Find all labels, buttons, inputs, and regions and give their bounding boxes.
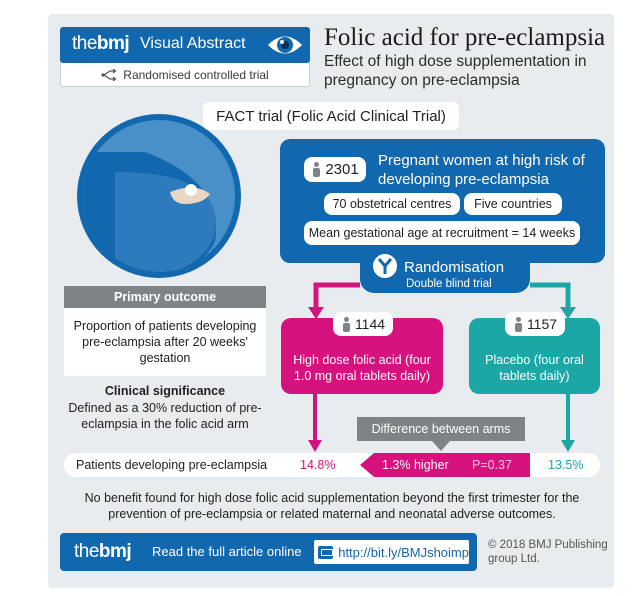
trial-name: FACT trial (Folic Acid Clinical Trial) [203, 102, 459, 130]
primary-outcome-text: Proportion of patients developing pre-eclampsia after 20 weeks' gestation [64, 308, 266, 376]
centres-pill: 70 obstetrical centres [324, 193, 460, 215]
high-dose-result: 14.8% [300, 458, 336, 472]
placebo-count-badge [505, 312, 565, 336]
person-icon [341, 317, 351, 332]
placebo-arm [469, 318, 600, 394]
difference-pointer [432, 441, 450, 451]
person-icon [513, 317, 523, 332]
randomisation-icon [370, 251, 400, 281]
population-description: Pregnant women at high risk of developing pre-eclampsia [378, 152, 585, 188]
clinical-significance-heading: Clinical significance [104, 384, 226, 398]
visual-abstract-label: Visual Abstract [140, 35, 246, 52]
high-dose-count-badge [333, 312, 393, 336]
population-count-badge [304, 157, 366, 182]
randomisation-title: Randomisation [404, 259, 505, 276]
person-icon [311, 162, 321, 177]
results-label: Patients developing pre-eclampsia [76, 458, 268, 472]
conclusion-text: No benefit found for high dose folic acid supplementation beyond the first trimester for the prevention of pre-eclampsia or related maternal and neonatal adverse outcomes. [84, 491, 580, 521]
population-count: 2301 [325, 161, 359, 178]
difference-heading: Difference between arms [357, 417, 525, 441]
p-value: P=0.37 [472, 458, 512, 472]
article-link-text[interactable]: http://bit.ly/BMJshoimp [338, 544, 469, 560]
copyright-text: © 2018 BMJ Publishing group Ltd. [488, 539, 608, 565]
population-panel [280, 139, 605, 263]
countries-pill: Five countries [464, 193, 562, 215]
randomise-icon [101, 69, 117, 81]
gestational-age-pill: Mean gestational age at recruitment = 14 weeks [304, 221, 580, 245]
bmj-logo: thebmj [74, 541, 132, 562]
randomisation-subtitle: Double blind trial [406, 278, 492, 290]
high-dose-count: 1144 [354, 316, 386, 332]
placebo-count: 1157 [526, 316, 558, 332]
bmj-header-box [60, 27, 310, 63]
study-type-box [60, 63, 310, 87]
eye-icon [266, 32, 304, 58]
footer-bar [60, 533, 477, 571]
placebo-result: 13.5% [548, 458, 584, 472]
article-link[interactable] [314, 540, 469, 564]
placebo-description: Placebo (four oral tablets daily) [485, 353, 584, 383]
pregnant-woman-illustration [75, 112, 243, 280]
difference-value: 1.3% higher [382, 458, 449, 472]
study-type-label: Randomised controlled trial [123, 67, 269, 82]
high-dose-description: High dose folic acid (four 1.0 mg oral tablets daily) [293, 353, 431, 383]
primary-outcome-heading: Primary outcome [64, 286, 266, 308]
read-article-label: Read the full article online [152, 544, 302, 559]
link-icon [318, 546, 333, 559]
results-row [64, 453, 600, 477]
bmj-logo: thebmj [72, 33, 130, 54]
randomisation-bar [360, 261, 530, 293]
clinical-significance-text: Defined as a 30% reduction of pre-eclampsia in the folic acid arm [68, 401, 262, 431]
high-dose-arm [281, 318, 443, 394]
page-subtitle: Effect of high dose supplementation in pregnancy on pre-eclampsia [324, 53, 587, 89]
page-title: Folic acid for pre-eclampsia [324, 24, 606, 51]
